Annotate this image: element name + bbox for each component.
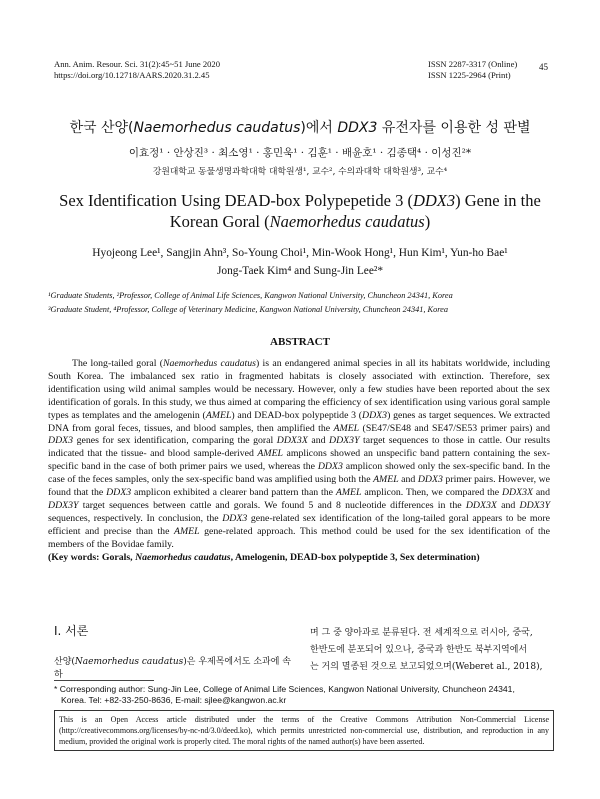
issn-block <box>428 59 517 81</box>
english-title: Sex Identification Using DEAD-box Polypepetide 3 (DDX3) Gene in the Korean Goral (Naemorhedus caudatus) <box>59 191 541 231</box>
section-heading-introduction: Ⅰ. 서론 <box>54 624 89 638</box>
abstract-body: The long-tailed goral (Naemorhedus caudatus) is an endangered animal species in all its habitats worldwide, including South Korea. The imbalanced sex ratio in fragmented habitats is closely associated with extinction. Therefore, sex identification using wild animal samples would be necessary. However, only a few studies have been reported about the sex identification of gorals. In this study, we thus aimed at comparing the efficiency of sex identification using various goral sample types as templates and the amelogenin (AMEL) and DEAD-box polypeptide 3 (DDX3) genes as target sequences. We extracted DNA from goral feces, tissues, and blood samples, then amplified the AMEL (SE47/SE48 and SE47/SE53 primer pairs) and DDX3 genes for sex identification, comparing the goral DDX3X and DDX3Y target sequences to those in cattle. Our results indicated that the tissue- and blood sample-derived AMEL amplicons showed an unspecific band pattern containing the sex-specific band in the case of both primer pairs we used, whereas the DDX3 amplicon showed only the sex-specific band. In the case of the feces samples, only the sex-specific band was amplified using both the AMEL and DDX3 primer pairs. However, we found that the DDX3 amplicon exhibited a clearer band pattern than the AMEL amplicon. Then, we compared the DDX3X and DDX3Y target sequences between cattle and gorals. We found 5 and 8 nucleotide differences in the DDX3X and DDX3Y sequences, respectively. In conclusion, the DDX3 gene-related sex identification of the long-tailed goral appears to be more efficient and precise than the AMEL gene-related approach. This method could be used for the sex identification of the members of the Bovidae family. (Key words: Gorals, Naemorhedus caudatus, Amelogenin, DEAD-box polypeptide 3, Sex determination) <box>48 358 551 563</box>
page-number: 45 <box>539 62 548 72</box>
issn-online: ISSN 2287-3317 (Online) <box>428 59 518 69</box>
intro-left-column: 산양(Naemorhedus caudatus)은 우제목에서도 소과에 속하 <box>54 657 291 680</box>
affiliation-1: ¹Graduate Students, ²Professor, College of Animal Life Sciences, Kangwon National University, Chuncheon 24341, Korea <box>48 291 453 300</box>
affiliation-2: ³Graduate Student, ⁴Professor, College of Veterinary Medicine, Kangwon National University, Chuncheon 24341, Korea <box>48 305 448 314</box>
intro-right-column: 며 그 중 양아과로 분류된다. 전 세계적으로 러시아, 중국, 한반도에 분포되어 있으나, 중국과 한반도 북부지역에서 는 거의 멸종된 것으로 보고되었으며(Weberet al., 2018), <box>310 628 543 672</box>
korean-title: 한국 산양(Naemorhedus caudatus)에서 DDX3 유전자를 이용한 성 판별 <box>69 120 531 136</box>
corresponding-author: * Corresponding author: Sung-Jin Lee, College of Animal Life Sciences, Kangwon National University, Chuncheon 24341, Korea. Tel: +82-33-250-8636, E-mail: sjlee@kangwon.ac.kr <box>54 684 515 705</box>
license-box: This is an Open Access article distributed under the terms of the Creative Commons Attribution Non-Commercial License (http://creativecommons.org/licenses/by-nc-nd/3.0/deed.ko), which permits unrestricted non-commercial use, distribution, and reproduction in any medium, provided the original work is properly cited. The moral rights of the named author(s) have been asserted. <box>54 710 554 751</box>
keywords: (Key words: Gorals, Naemorhedus caudatus, Amelogenin, DEAD-box polypeptide 3, Sex determination) <box>48 551 480 563</box>
korean-authors: 이효정¹ · 안상진³ · 최소영¹ · 홍민욱¹ · 김훈¹ · 배윤호¹ · 김종택⁴ · 이성진²* <box>128 147 472 159</box>
doi-link[interactable]: https://doi.org/10.12718/AARS.2020.31.2.45 <box>54 70 210 80</box>
abstract-heading: ABSTRACT <box>270 336 330 348</box>
journal-name: Ann. Anim. Resour. Sci. 31(2):45~51 June 2020 <box>54 59 221 69</box>
footnote-divider <box>54 680 154 681</box>
journal-citation <box>54 59 220 81</box>
english-authors: Hyojeong Lee¹, Sangjin Ahn³, So-Young Choi¹, Min-Wook Hong¹, Hun Kim¹, Yun-ho Bae¹ Jong-Taek Kim⁴ and Sung-Jin Lee²* <box>92 247 508 277</box>
korean-affiliation: 강원대학교 동물생명과학대학 대학원생¹, 교수², 수의과대학 대학원생³, 교수⁴ <box>152 167 448 177</box>
issn-print: ISSN 1225-2964 (Print) <box>428 70 511 80</box>
